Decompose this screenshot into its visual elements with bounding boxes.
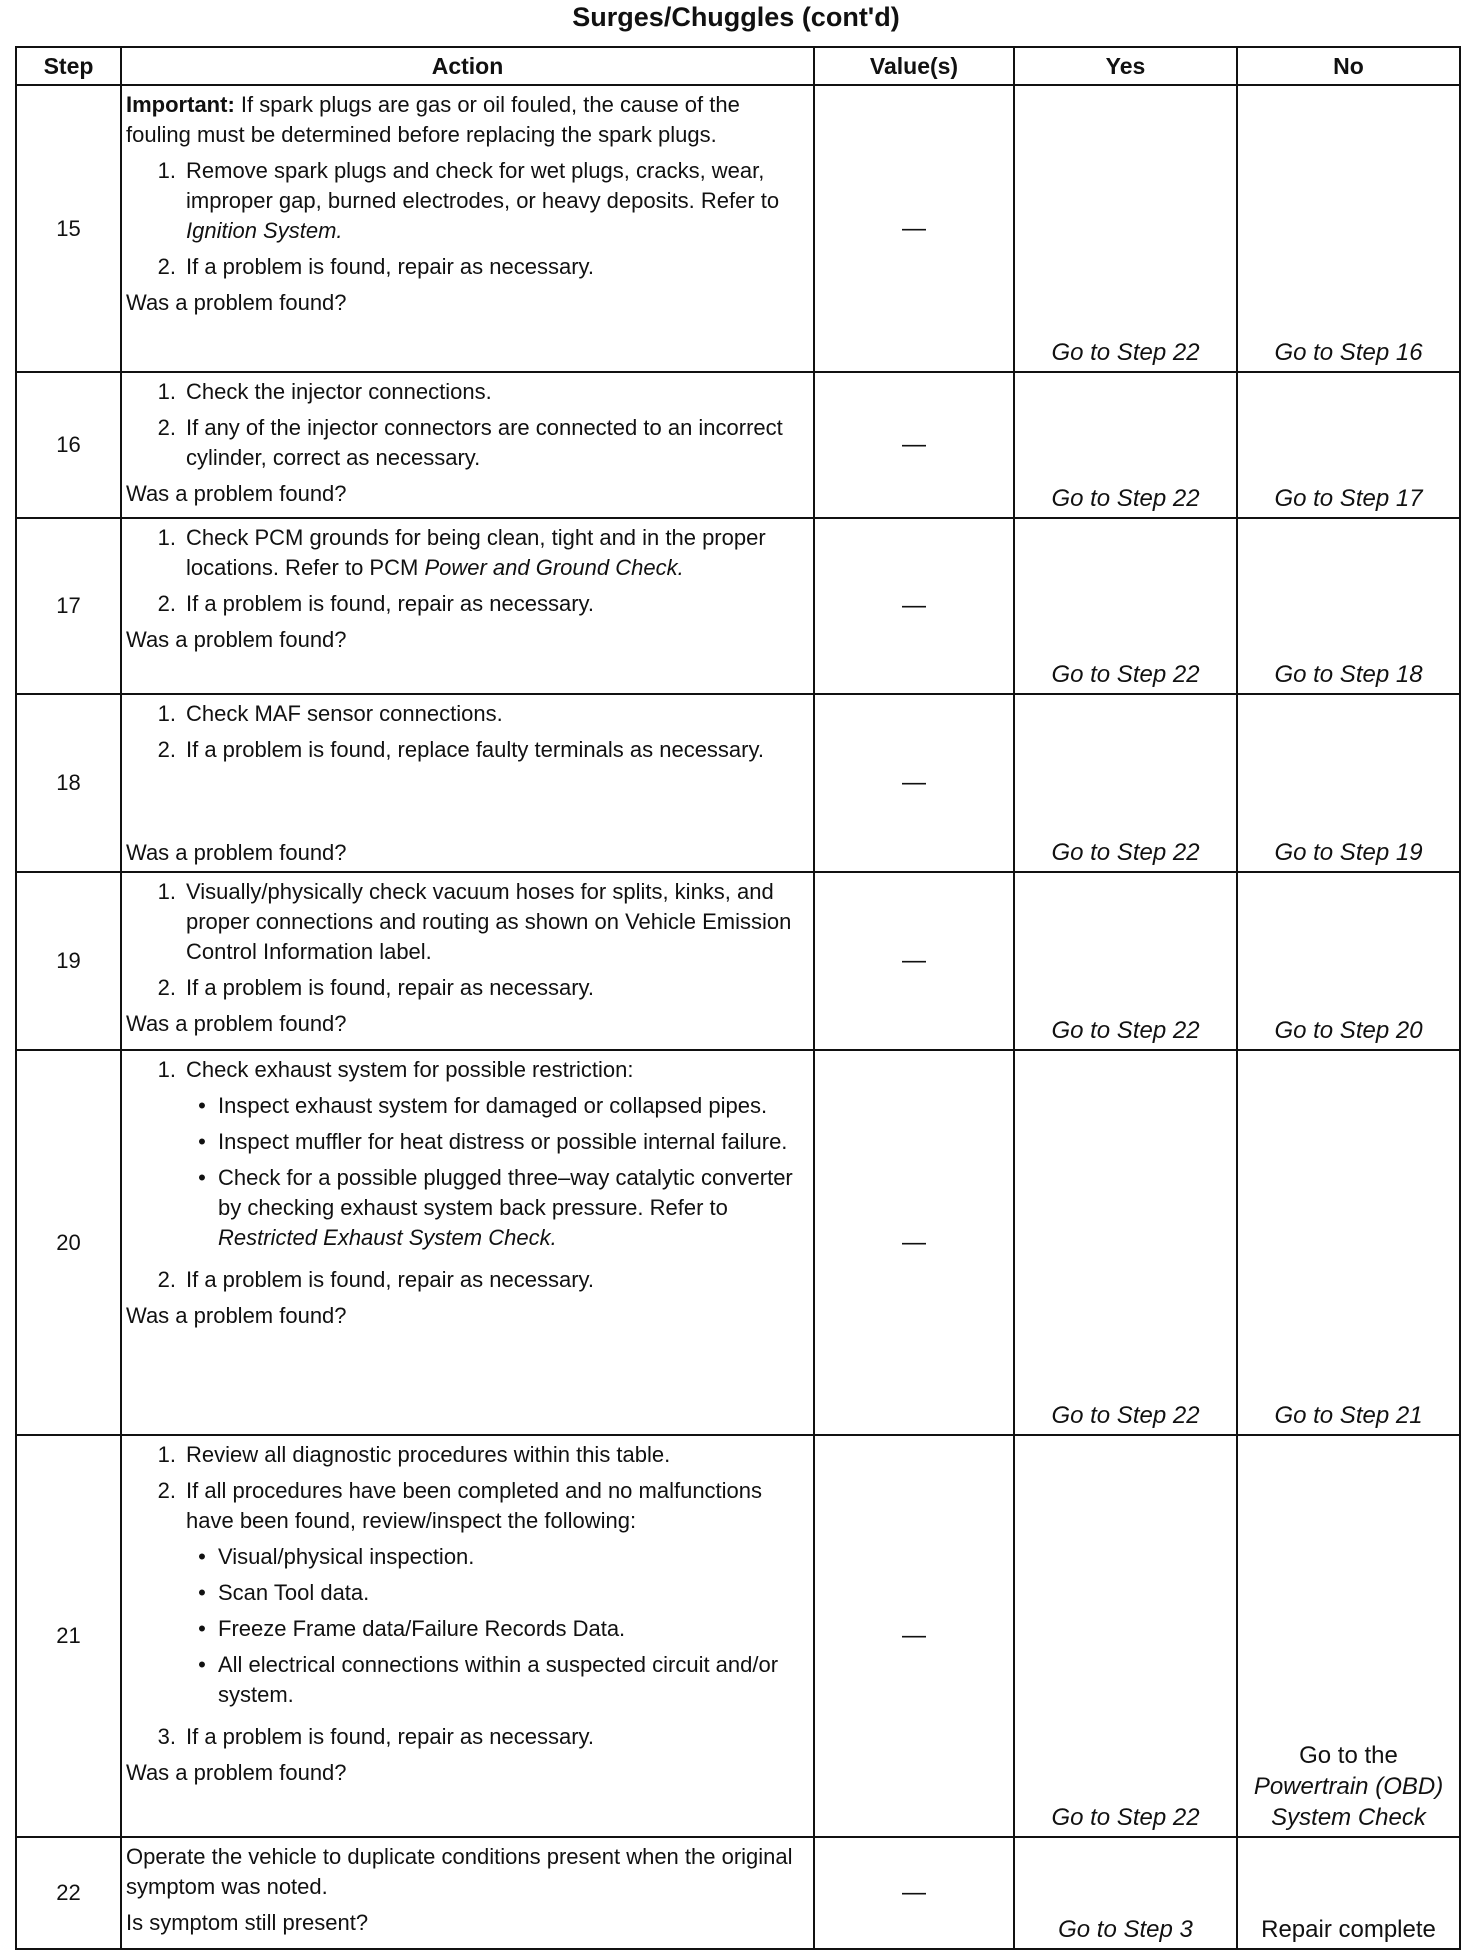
sub-item-text: Check for a possible plugged three–way catalytic converter by checking exhaust system back pressure. Refer to: [218, 1165, 793, 1220]
action-text: Check exhaust system for possible restriction:: [186, 1057, 634, 1082]
action-text: Remove spark plugs and check for wet plugs, cracks, wear, improper gap, burned electrodes, or heavy deposits. Refer to: [186, 158, 780, 213]
sub-item-text: Inspect muffler for heat distress or possible internal failure.: [218, 1129, 788, 1154]
list-item: 2. If a problem is found, repair as necessary.: [126, 252, 807, 282]
action-text: Check MAF sensor connections.: [186, 701, 503, 726]
no-cell: [1237, 1435, 1460, 1837]
sub-item-text: Scan Tool data.: [218, 1580, 370, 1605]
table-row: [16, 1837, 1460, 1949]
question: Is symptom still present?: [126, 1910, 369, 1935]
yes-cell: Go to Step 22: [1014, 518, 1237, 694]
reference-link: Power and Ground Check.: [424, 555, 684, 580]
list-item: 2. If all procedures have been completed and no malfunctions have been found, review/inspect the following: • Visual/physical inspection. • Scan Tool data. • Freeze Frame data/Failure Records Data. • All electrical connections within a suspected circuit and/or system.: [126, 1476, 807, 1716]
list-item: 1. Remove spark plugs and check for wet plugs, cracks, wear, improper gap, burned electrodes, or heavy deposits. Refer to Ignition System.: [157, 158, 780, 243]
action-text: If a problem is found, repair as necessary.: [186, 1267, 595, 1292]
action-cell: [121, 1435, 814, 1837]
no-cell: Go to Step 18: [1237, 518, 1460, 694]
sub-item: • Inspect exhaust system for damaged or collapsed pipes.: [186, 1091, 807, 1121]
no-cell: Go to Step 20: [1237, 872, 1460, 1050]
no-cell: Go to Step 16: [1237, 85, 1460, 372]
list-item: 1. Visually/physically check vacuum hoses for splits, kinks, and proper connections and routing as shown on Vehicle Emission Control Information label.: [126, 877, 807, 967]
yes-cell: Go to Step 22: [1014, 372, 1237, 518]
action-text: Visually/physically check vacuum hoses for splits, kinks, and proper connections and routing as shown on Vehicle Emission Control Information label.: [186, 879, 792, 964]
value-cell: —: [814, 1435, 1014, 1837]
list-item: 2. If a problem is found, replace faulty terminals as necessary.: [126, 735, 807, 765]
action-text: Check the injector connections.: [186, 379, 492, 404]
action-cell: [121, 1837, 814, 1949]
action-cell: [121, 372, 814, 518]
table-row: [16, 1435, 1460, 1837]
list-item: 1. Review all diagnostic procedures within this table.: [126, 1440, 807, 1470]
list-item: 2. If a problem is found, repair as necessary.: [126, 589, 807, 619]
important-label: Important:: [126, 92, 235, 117]
action-text: If a problem is found, replace faulty terminals as necessary.: [186, 737, 764, 762]
yes-cell: Go to Step 22: [1014, 85, 1237, 372]
important-note: [126, 90, 807, 150]
sub-item: • All electrical connections within a suspected circuit and/or system.: [186, 1650, 807, 1710]
sub-item-text: Freeze Frame data/Failure Records Data.: [218, 1616, 626, 1641]
diagnostic-table: [15, 46, 1461, 1950]
header-step: Step: [16, 47, 121, 85]
list-item: 1. Check MAF sensor connections.: [126, 699, 807, 729]
value-cell: —: [814, 1050, 1014, 1435]
yes-cell: Go to Step 3: [1014, 1837, 1237, 1949]
no-cell: Go to Step 19: [1237, 694, 1460, 872]
table-row: [16, 694, 1460, 872]
action-cell: [121, 872, 814, 1050]
sub-item-text: Inspect exhaust system for damaged or collapsed pipes.: [218, 1093, 768, 1118]
list-item: 2. If a problem is found, repair as necessary.: [126, 1265, 807, 1295]
important-text: If spark plugs are gas or oil fouled, the cause of the fouling must be determined before replacing the spark plugs.: [126, 92, 740, 147]
question: Was a problem found?: [126, 1011, 347, 1036]
action-text: Check PCM grounds for being clean, tight and in the proper locations. Refer to PCM: [186, 525, 766, 580]
reference-link: Ignition System.: [186, 218, 343, 243]
sub-item-text: Visual/physical inspection.: [218, 1544, 475, 1569]
value-cell: —: [814, 518, 1014, 694]
question: Was a problem found?: [126, 627, 347, 652]
action-text: Review all diagnostic procedures within this table.: [186, 1442, 671, 1467]
list-item: 1. Check the injector connections.: [126, 377, 807, 407]
page-title: Surges/Chuggles (cont'd): [572, 2, 900, 32]
table-row: [16, 518, 1460, 694]
sub-item: • Freeze Frame data/Failure Records Data.: [186, 1614, 807, 1644]
table-row: [16, 85, 1460, 372]
no-line: Go to the: [1299, 1742, 1398, 1769]
table-header-row: [16, 47, 1460, 85]
action-text: Operate the vehicle to duplicate conditions present when the original symptom was noted.: [126, 1844, 793, 1899]
reference-link: System Check: [1271, 1804, 1426, 1831]
sub-item: • Visual/physical inspection.: [186, 1542, 807, 1572]
header-no: No: [1237, 47, 1460, 85]
yes-cell: Go to Step 22: [1014, 1050, 1237, 1435]
reference-link: Powertrain (OBD): [1253, 1773, 1444, 1800]
reference-link: Restricted Exhaust System Check.: [218, 1225, 557, 1250]
yes-cell: Go to Step 22: [1014, 1435, 1237, 1837]
list-item: 2. If a problem is found, repair as necessary.: [126, 973, 807, 1003]
yes-cell: Go to Step 22: [1014, 872, 1237, 1050]
list-item: 3. If a problem is found, repair as necessary.: [126, 1722, 807, 1752]
no-cell: Go to Step 21: [1237, 1050, 1460, 1435]
table-row: [16, 1050, 1460, 1435]
no-cell: Repair complete: [1237, 1837, 1460, 1949]
action-cell: [121, 1050, 814, 1435]
sub-item: • Check for a possible plugged three–way catalytic converter by checking exhaust system back pressure. Refer to Restricted Exhaust System Check.: [198, 1165, 793, 1250]
step-number: 22: [16, 1837, 121, 1949]
yes-cell: Go to Step 22: [1014, 694, 1237, 872]
sub-item: • Inspect muffler for heat distress or possible internal failure.: [186, 1127, 807, 1157]
step-number: 21: [16, 1435, 121, 1837]
header-values: Value(s): [814, 47, 1014, 85]
question: Was a problem found?: [126, 481, 347, 506]
action-cell: [121, 694, 814, 872]
table-row: [16, 872, 1460, 1050]
action-text: If any of the injector connectors are connected to an incorrect cylinder, correct as necessary.: [186, 415, 783, 470]
question: Was a problem found?: [126, 1760, 347, 1785]
step-number: 20: [16, 1050, 121, 1435]
list-item: 2. If any of the injector connectors are connected to an incorrect cylinder, correct as necessary.: [126, 413, 807, 473]
list-item: 1. Check exhaust system for possible restriction: • Inspect exhaust system for damaged or collapsed pipes. • Inspect muffler for heat distress or possible internal failure. • Check for a possible plugged three–way catalytic converter by checking exhaust system back pressure. Refer to Restricted Exhaust System Check.: [126, 1055, 807, 1259]
step-number: 17: [16, 518, 121, 694]
action-text: If a problem is found, repair as necessary.: [186, 975, 595, 1000]
list-item: 1. Check PCM grounds for being clean, tight and in the proper locations. Refer to PCM Power and Ground Check.: [157, 525, 766, 580]
action-cell: [121, 518, 814, 694]
step-number: 19: [16, 872, 121, 1050]
step-number: 18: [16, 694, 121, 872]
question: Was a problem found?: [126, 290, 347, 315]
action-text: If a problem is found, repair as necessary.: [186, 254, 595, 279]
action-text: If all procedures have been completed and no malfunctions have been found, review/inspect the following:: [186, 1478, 763, 1533]
value-cell: —: [814, 1837, 1014, 1949]
action-cell: [121, 85, 814, 372]
value-cell: —: [814, 694, 1014, 872]
header-yes: Yes: [1014, 47, 1237, 85]
header-action: Action: [121, 47, 814, 85]
question: Was a problem found?: [126, 1303, 347, 1328]
step-number: 15: [16, 85, 121, 372]
sub-item-text: All electrical connections within a suspected circuit and/or system.: [218, 1652, 779, 1707]
question: Was a problem found?: [126, 840, 347, 865]
action-text: If a problem is found, repair as necessary.: [186, 1724, 595, 1749]
value-cell: —: [814, 372, 1014, 518]
action-text: If a problem is found, repair as necessary.: [186, 591, 595, 616]
value-cell: —: [814, 85, 1014, 372]
value-cell: —: [814, 872, 1014, 1050]
table-row: [16, 372, 1460, 518]
step-number: 16: [16, 372, 121, 518]
no-cell: Go to Step 17: [1237, 372, 1460, 518]
sub-item: • Scan Tool data.: [186, 1578, 807, 1608]
